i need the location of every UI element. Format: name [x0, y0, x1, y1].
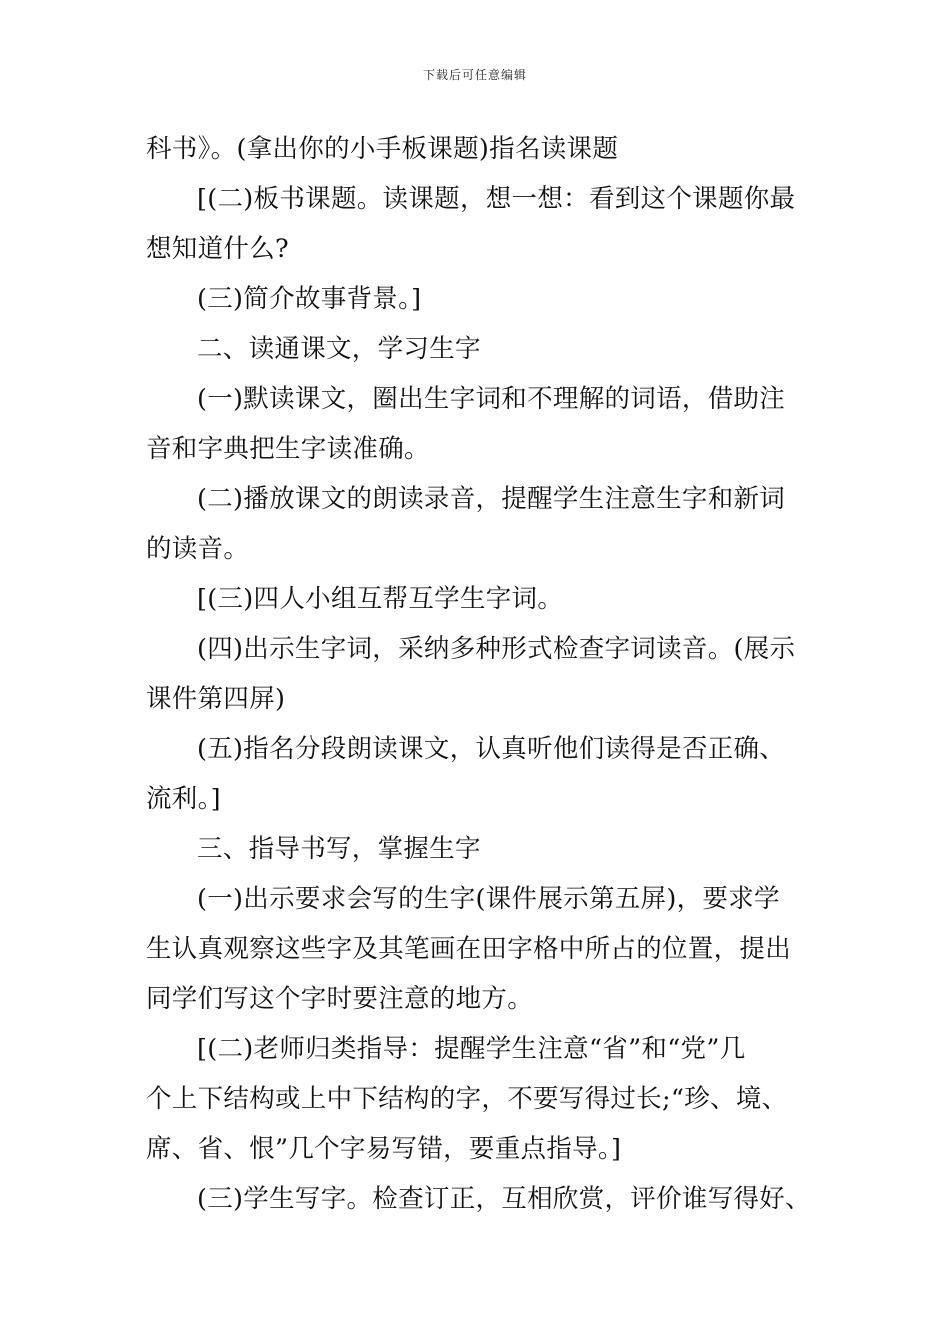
text-line: (三)学生写字。检查订正，互相欣赏，评价谁写得好、: [197, 1184, 811, 1214]
text-line: [(三)四人小组互帮互学生字词。: [197, 584, 564, 614]
text-line: 同学们写这个字时要注意的地方。: [146, 984, 534, 1014]
text-line: 音和字典把生字读准确。: [146, 434, 430, 464]
text-line: 科书》。(拿出你的小手板课题)指名读课题: [146, 134, 619, 164]
text-line: [(二)板书课题。读课题，想一想：看到这个课题你最: [197, 184, 796, 214]
text-line: 想知道什么?: [146, 234, 289, 264]
text-line: 流利。]: [146, 784, 221, 814]
text-line: [(二)老师归类指导：提醒学生注意“省”和“党”几: [197, 1034, 746, 1064]
text-line: (一)出示要求会写的生字(课件展示第五屏)，要求学: [197, 884, 780, 914]
text-line: (二)播放课文的朗读录音，提醒学生注意生字和新词: [197, 484, 786, 514]
text-line: (四)出示生字词，采纳多种形式检查字词读音。(展示: [197, 634, 796, 664]
text-line: 生认真观察这些字及其笔画在田字格中所占的位置，提出: [146, 934, 792, 964]
text-line: 的读音。: [146, 534, 250, 564]
text-line: 三、指导书写，掌握生字: [197, 834, 481, 864]
page-header: 下载后可任意编辑: [422, 68, 527, 82]
document-body: [146, 124, 826, 1224]
text-line: (一)默读课文，圈出生字词和不理解的词语，借助注: [197, 384, 786, 414]
text-line: 席、省、恨”几个字易写错，要重点指导。]: [146, 1134, 622, 1164]
text-line: 个上下结构或上中下结构的字，不要写得过长;“珍、境、: [146, 1084, 788, 1114]
text-line: (五)指名分段朗读课文，认真听他们读得是否正确、: [197, 734, 786, 764]
text-line: 二、读通课文，学习生字: [197, 334, 481, 364]
text-line: 课件第四屏): [146, 684, 286, 714]
text-line: (三)简介故事背景。]: [197, 284, 422, 314]
